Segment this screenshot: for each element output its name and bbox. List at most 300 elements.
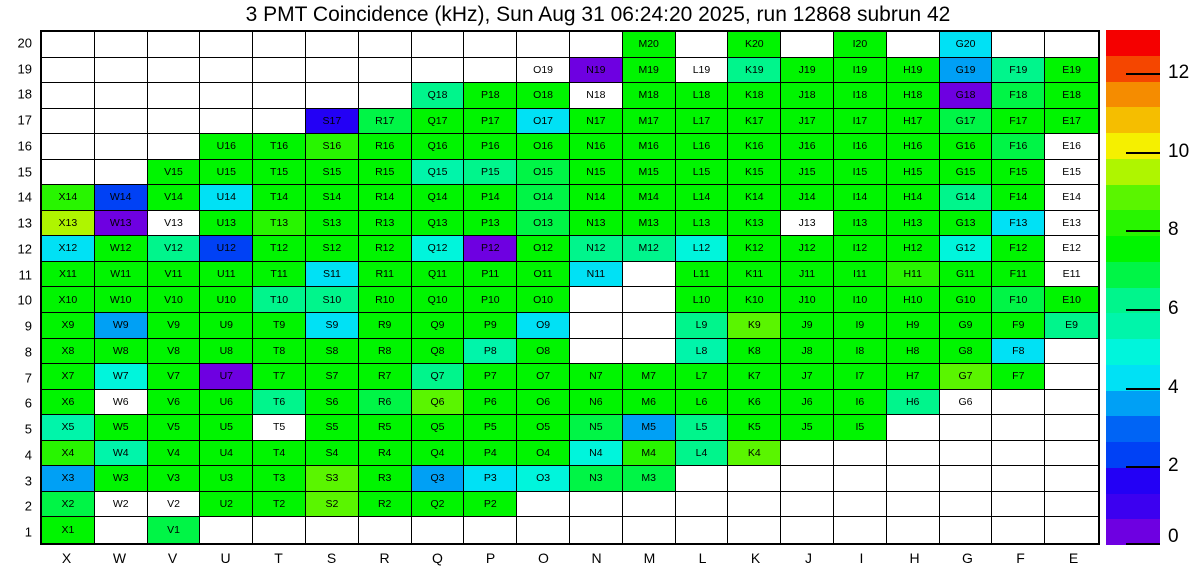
heatmap-cell bbox=[517, 211, 570, 237]
heatmap-cell bbox=[200, 339, 253, 365]
heatmap-cell bbox=[992, 466, 1045, 492]
heatmap-cell-label: N5 bbox=[589, 421, 603, 434]
heatmap-cell bbox=[359, 160, 412, 186]
heatmap-cell bbox=[1045, 109, 1098, 135]
heatmap-cell bbox=[781, 58, 834, 84]
heatmap-cell-label: K11 bbox=[745, 267, 764, 280]
heatmap-cell-label: H15 bbox=[903, 165, 923, 178]
y-axis-label: 16 bbox=[17, 138, 32, 154]
heatmap-cell-label: F15 bbox=[1009, 165, 1028, 178]
heatmap-cell bbox=[42, 262, 95, 288]
heatmap-cell bbox=[253, 32, 306, 58]
heatmap-cell-label: E12 bbox=[1062, 242, 1081, 255]
heatmap-cell-label: O19 bbox=[533, 63, 554, 76]
heatmap-cell bbox=[306, 109, 359, 135]
heatmap-cell-label: P10 bbox=[480, 293, 500, 306]
x-axis-label: K bbox=[750, 550, 761, 566]
heatmap-cell-label: Q15 bbox=[427, 165, 448, 178]
y-axis-label: 9 bbox=[24, 318, 32, 334]
heatmap-cell bbox=[95, 236, 148, 262]
heatmap-cell bbox=[95, 415, 148, 441]
heatmap-cell bbox=[570, 441, 623, 467]
heatmap-cell-label: Q14 bbox=[427, 191, 448, 204]
heatmap-cell-label: G7 bbox=[958, 370, 973, 383]
heatmap-cell-label: S14 bbox=[322, 191, 342, 204]
heatmap-cell-label: I8 bbox=[855, 344, 865, 357]
heatmap-cell-label: X14 bbox=[58, 191, 78, 204]
y-axis-label: 3 bbox=[24, 473, 32, 489]
heatmap-cell-label: S16 bbox=[322, 140, 342, 153]
heatmap-cell-label: O3 bbox=[536, 472, 551, 485]
heatmap-cell bbox=[306, 160, 359, 186]
heatmap-cell bbox=[42, 364, 95, 390]
heatmap-cell bbox=[728, 466, 781, 492]
y-axis-label: 2 bbox=[24, 498, 32, 514]
heatmap-cell-label: T5 bbox=[272, 421, 286, 434]
heatmap-cell-label: S7 bbox=[325, 370, 339, 383]
heatmap-cell bbox=[412, 517, 465, 543]
heatmap-cell-label: P3 bbox=[483, 472, 497, 485]
heatmap-cell bbox=[834, 313, 887, 339]
heatmap-cell bbox=[728, 32, 781, 58]
heatmap-cell bbox=[887, 211, 940, 237]
heatmap-cell-label: L9 bbox=[695, 319, 708, 332]
heatmap-cell bbox=[359, 236, 412, 262]
heatmap-cell bbox=[623, 517, 676, 543]
heatmap-cell-label: L5 bbox=[695, 421, 708, 434]
heatmap-cell bbox=[623, 236, 676, 262]
colorbar-band bbox=[1106, 56, 1160, 82]
heatmap-cell bbox=[992, 211, 1045, 237]
y-axis-label: 13 bbox=[17, 215, 32, 231]
heatmap-cell-label: I15 bbox=[852, 165, 868, 178]
heatmap-cell-label: P16 bbox=[480, 140, 500, 153]
heatmap-cell bbox=[676, 236, 729, 262]
heatmap-cell-label: V1 bbox=[167, 523, 180, 536]
heatmap-cell-label: P6 bbox=[483, 395, 497, 408]
heatmap-cell bbox=[992, 32, 1045, 58]
heatmap-cell-label: R3 bbox=[377, 472, 392, 485]
heatmap-cell-label: P11 bbox=[481, 267, 500, 280]
heatmap-cell bbox=[148, 339, 201, 365]
heatmap-cell-label: K17 bbox=[744, 114, 764, 127]
heatmap-cell bbox=[676, 109, 729, 135]
heatmap-cell bbox=[306, 211, 359, 237]
heatmap-cell bbox=[253, 466, 306, 492]
heatmap-cell-label: Q7 bbox=[430, 370, 445, 383]
heatmap-cell bbox=[623, 160, 676, 186]
heatmap-cell bbox=[42, 415, 95, 441]
heatmap-cell bbox=[1045, 32, 1098, 58]
heatmap-cell-label: I12 bbox=[852, 242, 868, 255]
colorbar-band bbox=[1106, 82, 1160, 108]
chart-title: 3 PMT Coincidence (kHz), Sun Aug 31 06:24:20 2025, run 12868 subrun 42 bbox=[245, 3, 951, 26]
y-axis-label: 1 bbox=[24, 524, 32, 540]
heatmap-cell-label: M3 bbox=[641, 472, 656, 485]
heatmap-cell-label: H17 bbox=[903, 114, 923, 127]
heatmap-cell-label: J8 bbox=[801, 344, 813, 357]
heatmap-cell bbox=[940, 211, 993, 237]
heatmap-cell bbox=[834, 32, 887, 58]
heatmap-cell-label: F9 bbox=[1012, 319, 1025, 332]
heatmap-cell bbox=[95, 211, 148, 237]
heatmap-cell-label: I18 bbox=[852, 89, 868, 102]
heatmap-cell bbox=[253, 517, 306, 543]
heatmap-cell bbox=[306, 517, 359, 543]
heatmap-cell-label: O7 bbox=[536, 370, 551, 383]
heatmap-cell-label: W13 bbox=[109, 216, 132, 229]
heatmap-cell-label: I14 bbox=[852, 191, 868, 204]
heatmap-cell bbox=[412, 32, 465, 58]
heatmap-cell-label: H13 bbox=[903, 216, 923, 229]
heatmap-cell bbox=[834, 390, 887, 416]
heatmap-cell-label: P5 bbox=[483, 421, 497, 434]
heatmap-cell-label: O14 bbox=[533, 191, 554, 204]
x-axis-label: W bbox=[112, 550, 127, 566]
colorbar-band bbox=[1106, 159, 1160, 185]
heatmap-cell-label: O16 bbox=[533, 140, 554, 153]
heatmap-cell bbox=[887, 160, 940, 186]
heatmap-cell-label: P13 bbox=[480, 216, 500, 229]
heatmap-cell bbox=[517, 262, 570, 288]
y-axis-label: 8 bbox=[24, 344, 32, 360]
heatmap-cell bbox=[148, 58, 201, 84]
heatmap-cell bbox=[992, 287, 1045, 313]
heatmap-cell bbox=[200, 517, 253, 543]
heatmap-cell-label: S15 bbox=[322, 165, 342, 178]
heatmap-cell-label: N15 bbox=[586, 165, 606, 178]
heatmap-cell-label: M18 bbox=[638, 89, 659, 102]
heatmap-cell bbox=[992, 262, 1045, 288]
heatmap-cell bbox=[940, 109, 993, 135]
heatmap-cell-label: S6 bbox=[325, 395, 339, 408]
heatmap-cell bbox=[623, 211, 676, 237]
heatmap-cell bbox=[992, 415, 1045, 441]
heatmap-cell-label: L10 bbox=[692, 293, 711, 306]
y-axis-label: 17 bbox=[17, 112, 32, 128]
heatmap-cell-label: J6 bbox=[801, 395, 813, 408]
heatmap-cell-label: N19 bbox=[586, 63, 606, 76]
heatmap-cell-label: R16 bbox=[375, 140, 395, 153]
heatmap-cell bbox=[728, 109, 781, 135]
heatmap-cell-label: N11 bbox=[586, 267, 606, 280]
heatmap-cell bbox=[834, 287, 887, 313]
heatmap-cell-label: S10 bbox=[322, 293, 342, 306]
heatmap-cell bbox=[42, 236, 95, 262]
heatmap-cell bbox=[728, 262, 781, 288]
y-axis-label: 18 bbox=[17, 86, 32, 102]
heatmap-cell-label: J10 bbox=[798, 293, 816, 306]
heatmap-cell-label: K20 bbox=[744, 38, 764, 51]
y-axis-label: 14 bbox=[17, 189, 32, 205]
heatmap-cell-label: H7 bbox=[905, 370, 920, 383]
heatmap-cell-label: P17 bbox=[480, 114, 500, 127]
heatmap-cell bbox=[200, 492, 253, 518]
heatmap-cell-label: K15 bbox=[744, 165, 764, 178]
heatmap-cell bbox=[148, 185, 201, 211]
heatmap-cell-label: M12 bbox=[638, 242, 659, 255]
heatmap-cell-label: T13 bbox=[270, 216, 289, 229]
heatmap-cell bbox=[306, 415, 359, 441]
heatmap-cell-label: U8 bbox=[219, 344, 233, 357]
heatmap-cell bbox=[148, 313, 201, 339]
heatmap-cell bbox=[992, 492, 1045, 518]
heatmap-cell-label: I17 bbox=[852, 114, 868, 127]
heatmap-cell-label: T16 bbox=[270, 140, 289, 153]
heatmap-cell bbox=[570, 287, 623, 313]
heatmap-cell bbox=[781, 211, 834, 237]
heatmap-cell-label: F12 bbox=[1009, 242, 1028, 255]
heatmap-cell bbox=[517, 109, 570, 135]
heatmap-cell bbox=[200, 466, 253, 492]
heatmap-cell-label: L4 bbox=[695, 446, 708, 459]
heatmap-cell-label: U10 bbox=[216, 293, 236, 306]
heatmap-cell bbox=[623, 313, 676, 339]
heatmap-cell-label: T6 bbox=[272, 395, 286, 408]
heatmap-cell-label: F11 bbox=[1009, 267, 1027, 280]
heatmap-cell-label: T8 bbox=[272, 344, 286, 357]
x-axis-label: O bbox=[538, 550, 549, 566]
colorbar-band bbox=[1106, 185, 1160, 211]
heatmap-cell-label: K10 bbox=[744, 293, 764, 306]
heatmap-cell bbox=[887, 339, 940, 365]
heatmap-cell bbox=[992, 83, 1045, 109]
colorbar-tick-label: 6 bbox=[1168, 298, 1179, 320]
heatmap-cell-label: E14 bbox=[1062, 191, 1081, 204]
heatmap-cell-label: X12 bbox=[58, 242, 78, 255]
colorbar-band bbox=[1106, 494, 1160, 520]
heatmap-cell bbox=[200, 58, 253, 84]
heatmap-cell bbox=[359, 313, 412, 339]
heatmap-cell-label: H8 bbox=[905, 344, 920, 357]
heatmap-cell bbox=[359, 109, 412, 135]
heatmap-cell-label: J14 bbox=[798, 191, 816, 204]
heatmap-cell bbox=[623, 415, 676, 441]
colorbar-tick-label: 0 bbox=[1168, 526, 1179, 547]
heatmap-cell bbox=[570, 390, 623, 416]
heatmap-cell bbox=[148, 517, 201, 543]
heatmap-cell bbox=[200, 313, 253, 339]
heatmap-cell bbox=[887, 415, 940, 441]
heatmap-cell-label: M19 bbox=[638, 63, 659, 76]
heatmap-cell bbox=[781, 441, 834, 467]
heatmap-cell bbox=[517, 390, 570, 416]
heatmap-cell bbox=[887, 364, 940, 390]
heatmap-cell bbox=[728, 339, 781, 365]
heatmap-cell bbox=[992, 441, 1045, 467]
heatmap-cell bbox=[359, 441, 412, 467]
heatmap-cell-label: U5 bbox=[219, 421, 233, 434]
heatmap-cell bbox=[834, 211, 887, 237]
heatmap-cell bbox=[834, 339, 887, 365]
heatmap-cell-label: M14 bbox=[638, 191, 659, 204]
heatmap-cell bbox=[517, 313, 570, 339]
heatmap-cell bbox=[834, 466, 887, 492]
heatmap-cell bbox=[940, 441, 993, 467]
heatmap-cell-label: S2 bbox=[325, 497, 339, 510]
heatmap-cell bbox=[253, 492, 306, 518]
heatmap-cell bbox=[306, 32, 359, 58]
heatmap-cell-label: E17 bbox=[1062, 114, 1081, 127]
heatmap-cell bbox=[464, 492, 517, 518]
heatmap-cell bbox=[1045, 313, 1098, 339]
heatmap-cell bbox=[834, 492, 887, 518]
heatmap-cell bbox=[887, 517, 940, 543]
heatmap-cell-label: W4 bbox=[112, 446, 129, 459]
heatmap-cell bbox=[412, 262, 465, 288]
heatmap-cell bbox=[728, 492, 781, 518]
heatmap-cell bbox=[676, 390, 729, 416]
heatmap-cell-label: G11 bbox=[955, 267, 976, 280]
heatmap-cell-label: N12 bbox=[586, 242, 606, 255]
heatmap-cell bbox=[992, 160, 1045, 186]
heatmap-cell-label: O9 bbox=[536, 319, 551, 332]
heatmap-cell bbox=[517, 339, 570, 365]
heatmap-cell-label: M7 bbox=[641, 370, 656, 383]
heatmap-cell bbox=[1045, 441, 1098, 467]
heatmap-cell bbox=[676, 32, 729, 58]
heatmap-cell-label: R6 bbox=[377, 395, 392, 408]
heatmap-cell-label: M17 bbox=[638, 114, 659, 127]
colorbar-band bbox=[1106, 391, 1160, 417]
heatmap-cell-label: W2 bbox=[112, 497, 129, 510]
heatmap-cell-label: K8 bbox=[747, 344, 761, 357]
heatmap-cell bbox=[728, 313, 781, 339]
heatmap-cell bbox=[887, 83, 940, 109]
heatmap-cell bbox=[940, 415, 993, 441]
heatmap-cell bbox=[464, 32, 517, 58]
heatmap-cell-label: X6 bbox=[61, 395, 75, 408]
heatmap-cell bbox=[359, 492, 412, 518]
heatmap-cell bbox=[728, 236, 781, 262]
heatmap-cell-label: V3 bbox=[167, 472, 180, 485]
heatmap-cell bbox=[359, 185, 412, 211]
heatmap-cell bbox=[676, 441, 729, 467]
heatmap-cell bbox=[623, 287, 676, 313]
heatmap-cell-label: F14 bbox=[1009, 191, 1028, 204]
x-axis-label: F bbox=[1016, 550, 1025, 566]
heatmap-cell bbox=[992, 185, 1045, 211]
heatmap-cell-label: K5 bbox=[747, 421, 761, 434]
heatmap-cell-label: Q2 bbox=[430, 497, 445, 510]
heatmap-cell bbox=[412, 415, 465, 441]
heatmap-cell bbox=[570, 492, 623, 518]
x-axis-label: L bbox=[698, 550, 707, 566]
heatmap-cell bbox=[464, 339, 517, 365]
heatmap-cell bbox=[412, 287, 465, 313]
colorbar-band bbox=[1106, 262, 1160, 288]
heatmap-cell bbox=[95, 262, 148, 288]
heatmap-cell-label: J16 bbox=[798, 140, 816, 153]
heatmap-cell bbox=[570, 466, 623, 492]
heatmap-cell-label: L13 bbox=[692, 216, 711, 229]
heatmap-cell-label: U4 bbox=[219, 446, 233, 459]
heatmap-cell bbox=[359, 415, 412, 441]
heatmap-cell bbox=[359, 390, 412, 416]
heatmap-cell bbox=[464, 160, 517, 186]
heatmap-cell-label: R15 bbox=[375, 165, 395, 178]
heatmap-cell-label: W7 bbox=[112, 370, 129, 383]
heatmap-cell-label: H6 bbox=[905, 395, 920, 408]
heatmap-cell bbox=[148, 492, 201, 518]
heatmap-cell bbox=[95, 134, 148, 160]
heatmap-cell bbox=[148, 262, 201, 288]
heatmap-cell bbox=[148, 364, 201, 390]
heatmap-cell bbox=[623, 83, 676, 109]
heatmap-cell bbox=[570, 160, 623, 186]
heatmap-cell-label: H10 bbox=[903, 293, 923, 306]
heatmap-cell-label: X7 bbox=[61, 370, 75, 383]
heatmap-cell bbox=[623, 185, 676, 211]
heatmap-cell bbox=[95, 58, 148, 84]
heatmap-cell-label: F10 bbox=[1009, 293, 1028, 306]
heatmap-cell bbox=[781, 339, 834, 365]
heatmap-cell-label: P8 bbox=[483, 344, 497, 357]
heatmap-cell-label: M6 bbox=[641, 395, 656, 408]
heatmap-cell-label: O10 bbox=[533, 293, 554, 306]
heatmap-cell bbox=[1045, 236, 1098, 262]
heatmap-cell-label: U15 bbox=[216, 165, 236, 178]
heatmap-cell bbox=[1045, 415, 1098, 441]
heatmap-cell-label: U14 bbox=[216, 191, 236, 204]
colorbar-band bbox=[1106, 30, 1160, 56]
heatmap-cell bbox=[306, 339, 359, 365]
heatmap-cell bbox=[148, 415, 201, 441]
heatmap-cell bbox=[412, 492, 465, 518]
heatmap-cell bbox=[359, 134, 412, 160]
heatmap-cell bbox=[1045, 466, 1098, 492]
colorbar-band bbox=[1106, 442, 1160, 468]
heatmap-cell bbox=[200, 32, 253, 58]
heatmap-cell bbox=[728, 415, 781, 441]
heatmap-cell bbox=[42, 58, 95, 84]
heatmap-cell bbox=[95, 441, 148, 467]
heatmap-cell bbox=[940, 492, 993, 518]
heatmap-cell bbox=[570, 236, 623, 262]
heatmap-cell-label: I11 bbox=[852, 267, 867, 280]
heatmap-cell bbox=[464, 466, 517, 492]
heatmap-cell bbox=[781, 287, 834, 313]
heatmap-cell-label: R17 bbox=[375, 114, 395, 127]
heatmap-cell bbox=[887, 134, 940, 160]
heatmap-cell-label: K16 bbox=[744, 140, 764, 153]
heatmap-cell bbox=[464, 211, 517, 237]
heatmap-cell-label: U3 bbox=[219, 472, 233, 485]
heatmap-cell bbox=[940, 339, 993, 365]
heatmap-cell-label: N16 bbox=[586, 140, 606, 153]
colorbar-band bbox=[1106, 519, 1160, 545]
heatmap-cell-label: I19 bbox=[852, 63, 868, 76]
heatmap-cell bbox=[306, 236, 359, 262]
heatmap-cell-label: X11 bbox=[58, 267, 77, 280]
heatmap-cell-label: G9 bbox=[958, 319, 973, 332]
heatmap-cell bbox=[412, 466, 465, 492]
heatmap-cell-label: U12 bbox=[216, 242, 236, 255]
heatmap-cell-label: Q17 bbox=[427, 114, 448, 127]
heatmap-cell bbox=[676, 287, 729, 313]
heatmap-cell-label: L8 bbox=[695, 344, 708, 357]
heatmap-cell bbox=[253, 134, 306, 160]
heatmap-cell-label: E9 bbox=[1065, 319, 1078, 332]
heatmap-cell bbox=[887, 58, 940, 84]
heatmap-cell bbox=[992, 364, 1045, 390]
heatmap-cell-label: L17 bbox=[692, 114, 711, 127]
heatmap-cell-label: S3 bbox=[325, 472, 339, 485]
heatmap-cell bbox=[570, 313, 623, 339]
colorbar-tick-label: 2 bbox=[1168, 455, 1179, 477]
y-axis-label: 12 bbox=[17, 241, 32, 257]
heatmap-cell-label: L12 bbox=[692, 242, 711, 255]
